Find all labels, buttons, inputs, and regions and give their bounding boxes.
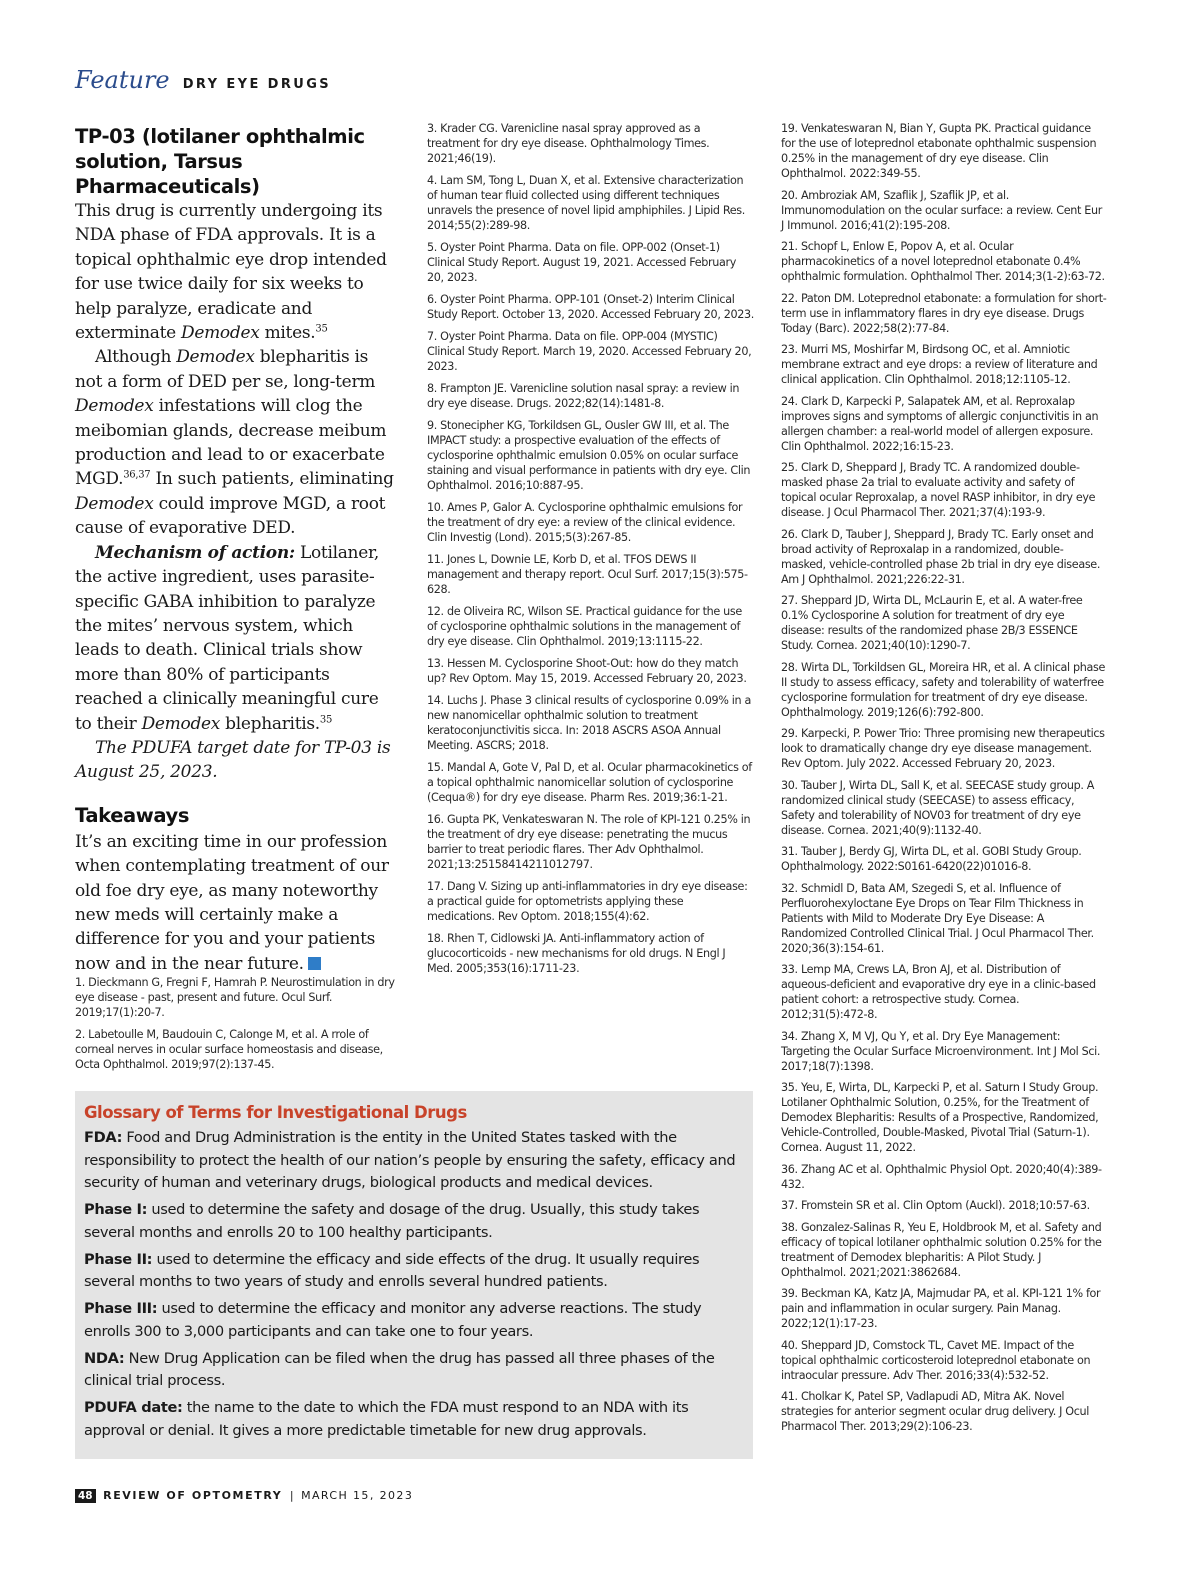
paragraph-4: The PDUFA target date for TP-03 is August 25, 2023. — [75, 737, 391, 783]
paragraph-1: This drug is currently undergoing its NDA phase of FDA approvals. It is a topical ophthalmic eye drop intended for use twice daily for six weeks to help paralyze, eradicate and exterminate Demodex mites.$^{35}$ — [75, 201, 387, 344]
article-column — [75, 124, 400, 976]
reference-item: 29. Karpecki, P. Power Trio: Three promising new therapeutics look to dramatically change dry eye disease management. Rev Optom. July 2022. Accessed February 20, 2023. — [781, 727, 1105, 770]
reference-item: 8. Frampton JE. Varenicline solution nasal spray: a review in dry eye disease. Drugs. 2022;82(14):1481-8. — [427, 382, 740, 410]
reference-item: 37. Fromstein SR et al. Clin Optom (Auckl). 2018;10:57-63. — [781, 1199, 1090, 1212]
reference-item: 39. Beckman KA, Katz JA, Majmudar PA, et al. KPI-121 1% for pain and inflammation in ocular surgery. Pain Manag. 2022;12(1):17-23. — [781, 1287, 1101, 1330]
reference-item: 41. Cholkar K, Patel SP, Vadlapudi AD, Mitra AK. Novel strategies for anterior segment ocular drug delivery. J Ocul Pharmacol Ther. 2013;29(2):106-23. — [781, 1390, 1090, 1433]
reference-item: 22. Paton DM. Loteprednol etabonate: a formulation for short-term use in inflammatory flares in dry eye disease. Drugs Today (Barc). 2022;58(2):77-84. — [781, 291, 1107, 335]
reference-item: 34. Zhang X, M VJ, Qu Y, et al. Dry Eye Management: Targeting the Ocular Surface Microenvironment. Int J Mol Sci. 2017;18(7):1398. — [781, 1029, 1101, 1073]
article-body — [75, 199, 400, 785]
reference-item: 26. Clark D, Tauber J, Sheppard J, Brady TC. Early onset and broad activity of Reproxalap in a randomized, double-masked, vehicle-controlled phase 2b trial in dry eye disease. Am J Ophthalmol. 2021;226:22-31. — [781, 527, 1101, 586]
section-label: DRY EYE DRUGS — [182, 77, 332, 92]
reference-item: 18. Rhen T, Cidlowski JA. Anti-inflammatory action of glucocorticoids - new mechanisms for old drugs. N Engl J Med. 2005;353(16):1711-23. — [427, 932, 726, 975]
paragraph-2: Although Demodex blepharitis is not a form of DED per se, long-term Demodex infestations will clog the meibomian glands, decrease meibum production and lead to or exacerbate MGD.$^{36,37}$ In such patients, eliminating Demodex could improve MGD, a root cause of evaporative DED. — [75, 347, 394, 539]
glossary-box — [75, 1091, 753, 1459]
references-column-2 — [427, 121, 754, 983]
issue-date: MARCH 15, 2023 — [301, 1489, 414, 1502]
references-column-1 — [75, 975, 400, 1079]
reference-item: 14. Luchs J. Phase 3 clinical results of cyclosporine 0.09% in a new nanomicellar ophthalmic solution to treatment keratoconjunctivitis sicca. In: 2018 ASCRS ASOA Annual Meeting. ASCRS; 2018. — [427, 694, 751, 752]
reference-item: 35. Yeu, E, Wirta, DL, Karpecki P, et al. Saturn I Study Group. Lotilaner Ophthalmic Solution, 0.25%, for the Treatment of Demodex Blepharitis: Results of a Prospective, Randomized, Vehicle-Controlled, Double-Masked, Pivotal Trial (Saturn-1). Cornea. August 11, 2022. — [781, 1081, 1099, 1154]
glossary-item-phase-2: Phase II: used to determine the efficacy and side effects of the drug. It usually requires several months to two years of study and enrolls several hundred patients. — [84, 1250, 700, 1290]
reference-item: 38. Gonzalez-Salinas R, Yeu E, Holdbrook M, et al. Safety and efficacy of topical lotilaner ophthalmic solution 0.25% for the treatment of Demodex blepharitis: A Pilot Study. J Ophthalmol. 2021;2021:3862684. — [781, 1220, 1102, 1279]
reference-item: 31. Tauber J, Berdy GJ, Wirta DL, et al. GOBI Study Group. Ophthalmology. 2022:S0161-6420(22)01016-8. — [781, 845, 1082, 873]
feature-label: Feature — [75, 66, 170, 94]
glossary-item-pdufa: PDUFA date: the name to the date to which the FDA must respond to an NDA with its approval or denial. It gives a more predictable timetable for new drug approvals. — [84, 1399, 689, 1439]
page-footer — [75, 1489, 413, 1505]
glossary-item-phase-3: Phase III: used to determine the efficacy and monitor any adverse reactions. The study enrolls 300 to 3,000 participants and can take one to four years. — [84, 1300, 702, 1340]
reference-item: 11. Jones L, Downie LE, Korb D, et al. TFOS DEWS II management and therapy report. Ocul Surf. 2017;15(3):575-628. — [427, 553, 748, 596]
reference-item: 32. Schmidl D, Bata AM, Szegedi S, et al. Influence of Perfluorohexyloctane Eye Drops on Tear Film Thickness in Patients with Mild to Moderate Dry Eye Disease: A Randomized Controlled Clinical Trial. J Ocul Pharmacol Ther. 2020;36(3):154-61. — [781, 881, 1094, 955]
reference-item: 21. Schopf L, Enlow E, Popov A, et al. Ocular pharmacokinetics of a novel loteprednol etabonate 0.4% ophthalmic formulation. Ophthalmol Ther. 2014;3(1-2):63-72. — [781, 240, 1105, 283]
mechanism-lead: Mechanism of action: — [95, 542, 295, 563]
reference-item: 27. Sheppard JD, Wirta DL, McLaurin E, et al. A water-free 0.1% Cyclosporine A solution for treatment of dry eye disease: results of the randomized phase 2B/3 ESSENCE Study. Cornea. 2021;40(10):1290-7. — [781, 594, 1083, 652]
takeaways-text: It’s an exciting time in our profession when contemplating treatment of our old foe dry eye, as many noteworthy new meds will certainly make a difference for you and your patients now and in the near future. — [75, 831, 389, 974]
reference-item: 24. Clark D, Karpecki P, Salapatek AM, et al. Reproxalap improves signs and symptoms of allergic conjunctivitis in an allergen chamber: a real-world model of allergen exposure. Clin Ophthalmol. 2022;16:15-23. — [781, 394, 1099, 453]
reference-item: 9. Stonecipher KG, Torkildsen GL, Ousler GW III, et al. The IMPACT study: a prospective evaluation of the effects of cyclosporine ophthalmic emulsion 0.05% on ocular surface staining and visual performance in patients with dry eye. Clin Ophthalmol. 2016;10:887-95. — [427, 419, 751, 492]
reference-item: 1. Dieckmann G, Fregni F, Hamrah P. Neurostimulation in dry eye disease - past, present and future. Ocul Surf. 2019;17(1):20-7. — [75, 976, 395, 1019]
reference-item: 15. Mandal A, Gote V, Pal D, et al. Ocular pharmacokinetics of a topical ophthalmic nanomicellar solution of cyclosporine (Cequa®) for dry eye disease. Pharm Res. 2019;36:1-21. — [427, 761, 752, 804]
publication-name: REVIEW OF OPTOMETRY — [103, 1489, 283, 1502]
reference-item: 25. Clark D, Sheppard J, Brady TC. A randomized double-masked phase 2a trial to evaluate activity and safety of topical ocular Reproxalap, a novel RASP inhibitor, in dry eye disease. J Ocul Pharmacol Ther. 2021;37(4):193-9. — [781, 461, 1096, 519]
takeaways-body — [75, 830, 400, 976]
reference-item: 19. Venkateswaran N, Bian Y, Gupta PK. Practical guidance for the use of loteprednol etabonate ophthalmic suspension 0.25% in the management of dry eye disease. Clin Ophthalmol. 2022:349-55. — [781, 122, 1097, 180]
page-header — [75, 66, 331, 98]
reference-item: 6. Oyster Point Pharma. OPP-101 (Onset-2) Interim Clinical Study Report. October 13, 2020. Accessed February 20, 2023. — [427, 293, 755, 321]
reference-item: 17. Dang V. Sizing up anti-inflammatories in dry eye disease: a practical guide for optometrists applying these medications. Rev Optom. 2018;155(4):62. — [427, 880, 748, 923]
reference-item: 3. Krader CG. Varenicline nasal spray approved as a treatment for dry eye disease. Ophthalmology Times. 2021;46(19). — [427, 122, 710, 165]
article-heading: TP-03 (lotilaner ophthalmic solution, Tarsus Pharmaceuticals) — [75, 125, 365, 198]
reference-item: 12. de Oliveira RC, Wilson SE. Practical guidance for the use of cyclosporine ophthalmic solutions in the management of dry eye disease. Clin Ophthalmol. 2019;13:1115-22. — [427, 605, 742, 648]
glossary-item-fda: FDA: Food and Drug Administration is the entity in the United States tasked with the responsibility to protect the health of our nation’s people by ensuring the safety, efficacy and security of human and veterinary drugs, biological products and medical devices. — [84, 1129, 736, 1191]
reference-item: 7. Oyster Point Pharma. Data on file. OPP-004 (MYSTIC) Clinical Study Report. March 19, 2020. Accessed February 20, 2023. — [427, 330, 752, 373]
reference-item: 16. Gupta PK, Venkateswaran N. The role of KPI-121 0.25% in the treatment of dry eye disease: penetrating the mucus barrier to treat periodic flares. Ther Adv Ophthalmol. 2021;13:25158414211012797. — [427, 813, 751, 871]
glossary-item-phase-1: Phase I: used to determine the safety and dosage of the drug. Usually, this study takes several months and enrolls 20 to 100 healthy participants. — [84, 1201, 700, 1241]
reference-item: 30. Tauber J, Wirta DL, Sall K, et al. SEECASE study group. A randomized clinical study (SEECASE) to assess efficacy, Safety and tolerability of NOV03 for treatment of dry eye disease. Cornea. 2021;40(9):1132-40. — [781, 778, 1095, 837]
reference-item: 23. Murri MS, Moshirfar M, Birdsong OC, et al. Amniotic membrane extract and eye drops: a review of literature and clinical application. Clin Ophthalmol. 2018;12:1105-12. — [781, 343, 1098, 386]
reference-item: 20. Ambroziak AM, Szaflik J, Szaflik JP, et al. Immunomodulation on the ocular surface: a review. Cent Eur J Immunol. 2016;41(2):195-208. — [781, 188, 1102, 232]
end-mark-icon — [308, 957, 321, 970]
reference-item: 4. Lam SM, Tong L, Duan X, et al. Extensive characterization of human tear fluid collected using different techniques unravels the presence of novel lipid amphiphiles. J Lipid Res. 2014;55(2):289-98. — [427, 174, 745, 232]
reference-item: 13. Hessen M. Cyclosporine Shoot-Out: how do they match up? Rev Optom. May 15, 2019. Accessed February 20, 2023. — [427, 657, 747, 685]
reference-item: 40. Sheppard JD, Comstock TL, Cavet ME. Impact of the topical ophthalmic corticosteroid loteprednol etabonate on intraocular pressure. Adv Ther. 2016;33(4):532-52. — [781, 1338, 1091, 1382]
reference-item: 10. Ames P, Galor A. Cyclosporine ophthalmic emulsions for the treatment of dry eye: a review of the clinical evidence. Clin Investig (Lond). 2015;5(3):267-85. — [427, 501, 743, 544]
reference-item: 28. Wirta DL, Torkildsen GL, Moreira HR, et al. A clinical phase II study to assess efficacy, safety and tolerability of waterfree cyclosporine formulation for treatment of dry eye disease. Ophthalmology. 2019;126(6):792-800. — [781, 660, 1106, 719]
paragraph-3: Mechanism of action: Lotilaner, the active ingredient, uses parasite-specific GABA inhibition to paralyze the mites’ nervous system, which leads to death. Clinical trials show more than 80% of participants reached a clinically meaningful cure to their Demodex blepharitis.$^{35}$ — [75, 542, 380, 734]
glossary-title: Glossary of Terms for Investigational Drugs — [84, 1103, 467, 1122]
reference-item: 36. Zhang AC et al. Ophthalmic Physiol Opt. 2020;40(4):389-432. — [781, 1162, 1102, 1191]
references-column-3 — [781, 121, 1107, 1441]
takeaways-heading: Takeaways — [75, 803, 190, 827]
page-number: 48 — [75, 1489, 96, 1503]
reference-item: 33. Lemp MA, Crews LA, Bron AJ, et al. Distribution of aqueous-deficient and evaporative dry eye in a clinic-based patient cohort: a retrospective study. Cornea. 2012;31(5):472-8. — [781, 963, 1096, 1021]
reference-item: 5. Oyster Point Pharma. Data on file. OPP-002 (Onset-1) Clinical Study Report. August 19, 2021. Accessed February 20, 2023. — [427, 241, 737, 284]
footer-separator: | — [289, 1489, 294, 1502]
reference-item: 2. Labetoulle M, Baudouin C, Calonge M, et al. A rrole of corneal nerves in ocular surface homeostasis and disease, Octa Ophthalmol. 2019;97(2):137-45. — [75, 1028, 383, 1071]
glossary-item-nda: NDA: New Drug Application can be filed when the drug has passed all three phases of the clinical trial process. — [84, 1349, 715, 1389]
